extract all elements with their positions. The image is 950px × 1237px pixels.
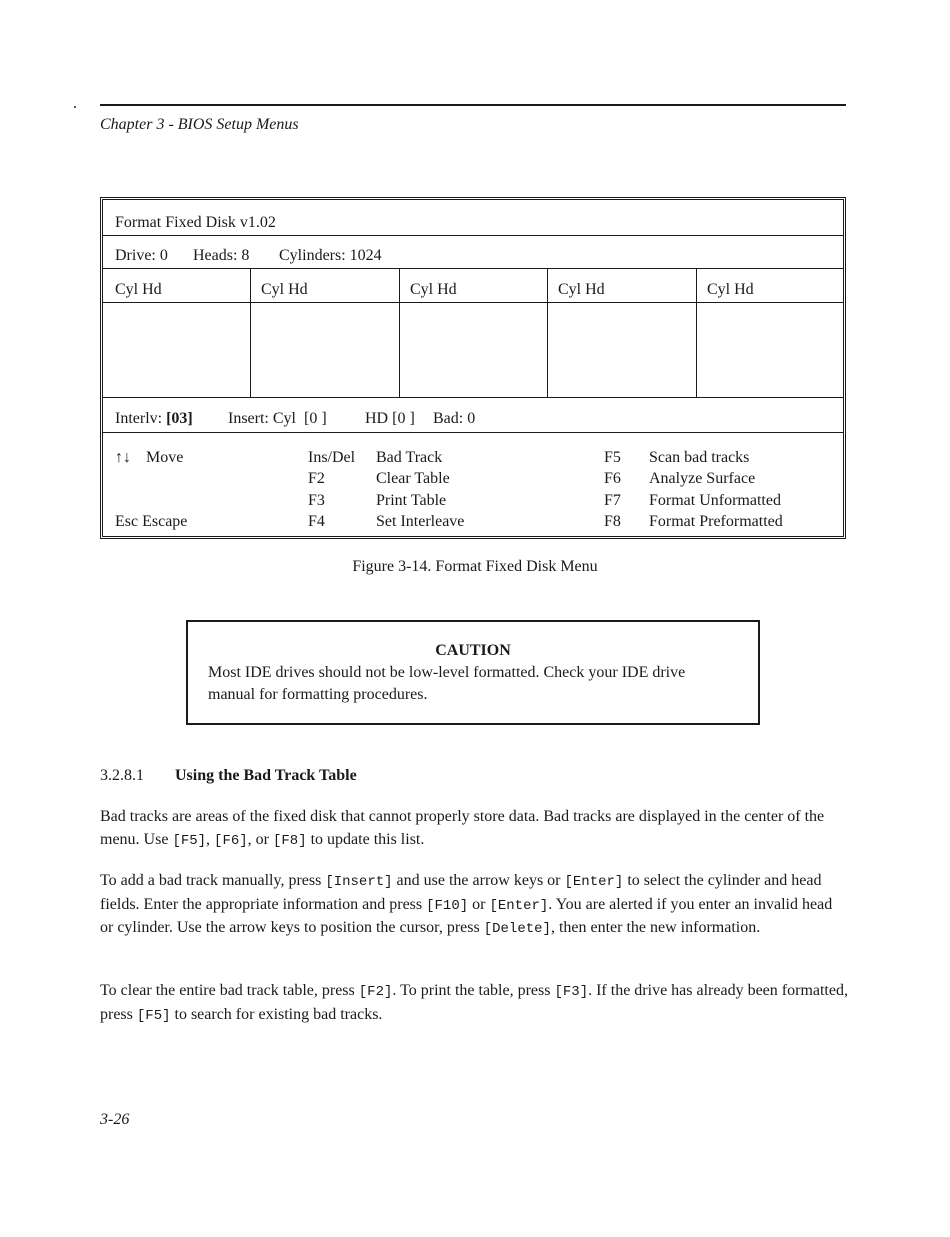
key-ref: [F8] <box>272 832 307 849</box>
key-name: F3 <box>308 492 325 509</box>
key-action: Format Unformatted <box>649 492 781 509</box>
page-number: 3-26 <box>100 1111 130 1128</box>
key-ref: [F5] <box>136 1007 171 1024</box>
key-action: Analyze Surface <box>649 470 756 487</box>
key-name: F6 <box>604 470 621 487</box>
key-ref: [F6] <box>214 832 248 849</box>
esc-label: Esc Escape <box>115 513 188 530</box>
column-divider <box>696 268 697 397</box>
running-head: Chapter 3 - BIOS Setup Menus <box>100 116 299 133</box>
key-ref: [F5] <box>172 832 207 849</box>
column-divider <box>399 268 400 397</box>
caution-title: CAUTION <box>435 642 511 659</box>
header-rule <box>100 104 846 106</box>
divider <box>103 235 843 236</box>
column-header: Cyl Hd <box>707 281 754 298</box>
column-header: Cyl Hd <box>115 281 162 298</box>
divider <box>103 302 843 303</box>
paragraph: To add a bad track manually, press [Insert] and use the arrow keys or [Enter] to select the cylinder and head fields. Enter the appropriate information and press [F10] or [Enter]. You are alerted if you enter an invalid head or cylinder. Use the arrow keys to position the cursor, press [Delete], then enter the new information. <box>100 872 833 937</box>
paragraph: Bad tracks are areas of the fixed disk that cannot properly store data. Bad tracks are displayed in the center of the menu. Use [F5], [F6], or [F8] to update this list. <box>100 808 825 849</box>
key-ref: [Enter] <box>564 874 624 890</box>
move-label: Move <box>146 449 184 466</box>
stray-dot <box>74 106 76 108</box>
cylinders-label: Cylinders: 1024 <box>279 247 382 264</box>
insert-cyl-label: Insert: Cyl [0 ] <box>228 410 327 427</box>
key-action: Format Preformatted <box>649 513 783 530</box>
key-action: Bad Track <box>376 449 443 466</box>
figure-caption: Figure 3-14. Format Fixed Disk Menu <box>352 558 598 575</box>
section-title: Using the Bad Track Table <box>175 767 357 784</box>
column-header: Cyl Hd <box>261 281 308 298</box>
key-ref: [Delete] <box>483 921 551 937</box>
move-icon: ↑↓ <box>115 449 131 466</box>
key-ref: [F2] <box>358 984 393 1000</box>
hd-label: HD [0 ] <box>365 410 415 427</box>
key-ref: [Insert] <box>325 874 393 890</box>
caution-box <box>186 620 760 725</box>
key-action: Print Table <box>376 492 447 509</box>
caution-line: manual for formatting procedures. <box>208 685 428 703</box>
bios-title: Format Fixed Disk v1.02 <box>115 214 276 231</box>
key-ref: [Enter] <box>489 897 549 914</box>
column-divider <box>250 268 251 397</box>
key-action: Scan bad tracks <box>649 449 750 466</box>
key-ref: [F3] <box>554 984 589 1000</box>
key-name: Ins/Del <box>308 449 356 466</box>
column-header: Cyl Hd <box>558 281 605 298</box>
key-name: F7 <box>604 492 621 509</box>
key-name: F8 <box>604 513 621 530</box>
divider <box>103 397 843 398</box>
caution-line: Most IDE drives should not be low-level formatted. Check your IDE drive <box>208 664 686 681</box>
paragraph: To clear the entire bad track table, press [F2]. To print the table, press [F3]. If the drive has already been formatted, press [F5] to search for existing bad tracks. <box>100 982 848 1024</box>
divider <box>103 268 843 269</box>
key-action: Set Interleave <box>376 513 465 530</box>
interleave-label: Interlv: [03] <box>115 410 193 427</box>
heads-label: Heads: 8 <box>193 247 250 264</box>
key-name: F5 <box>604 449 621 466</box>
column-divider <box>547 268 548 397</box>
key-name: F4 <box>308 513 325 530</box>
section-number: 3.2.8.1 <box>100 767 144 784</box>
key-name: F2 <box>308 470 325 487</box>
key-action: Clear Table <box>376 470 450 487</box>
key-ref: [F10] <box>426 897 469 914</box>
divider <box>103 432 843 433</box>
caution-text <box>208 662 744 705</box>
bad-count-label: Bad: 0 <box>433 410 476 427</box>
bios-format-screen <box>100 197 846 539</box>
drive-label: Drive: 0 <box>115 247 168 264</box>
column-header: Cyl Hd <box>410 281 457 298</box>
